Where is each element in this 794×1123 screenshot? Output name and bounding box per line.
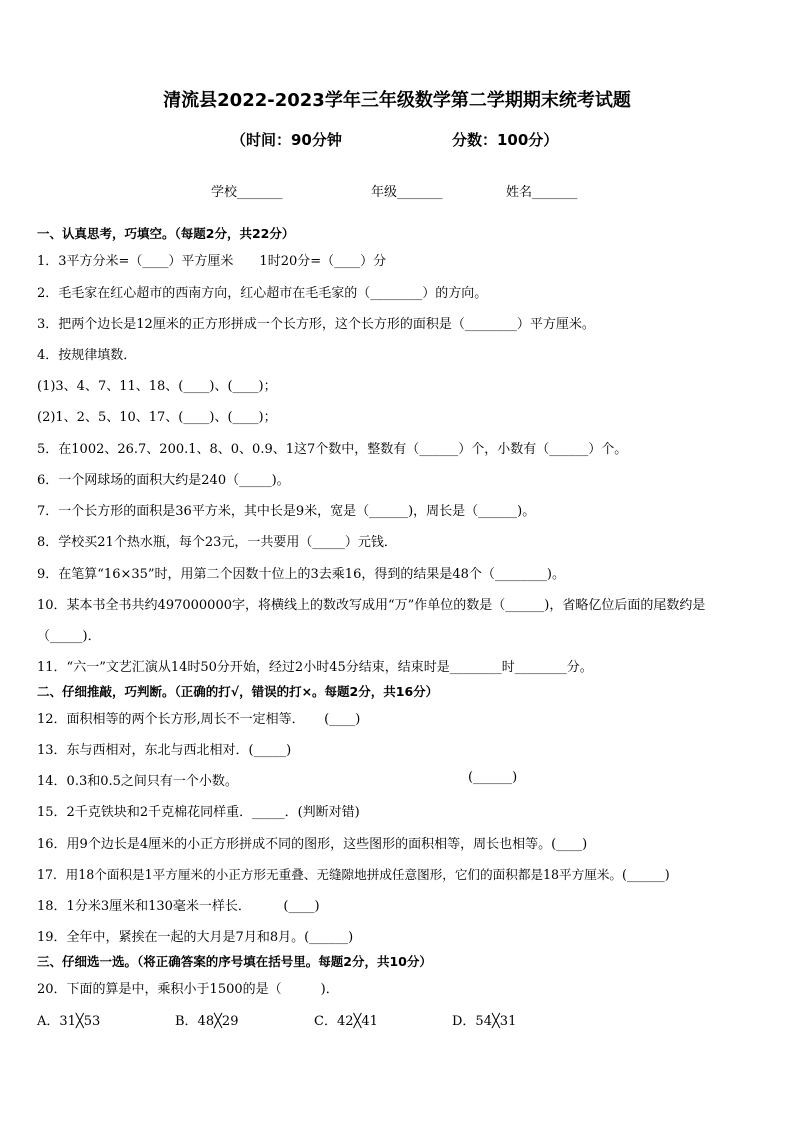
question-10: 10．某本书全书共约497000000字，将横线上的数改写成用“万”作单位的数是（______)，省略亿位后面的尾数约是 bbox=[37, 598, 706, 613]
option-a: A．31╳53 bbox=[37, 1014, 101, 1029]
option-b: B．48╳29 bbox=[175, 1014, 239, 1029]
exam-score: 分数：100分） bbox=[452, 131, 559, 149]
option-d: D．54╳31 bbox=[452, 1014, 517, 1029]
question-15: 15．2千克铁块和2千克棉花同样重．_____．(判断对错) bbox=[37, 805, 360, 820]
question-17: 17．用18个面积是1平方厘米的小正方形无重叠、无缝隙地拼成任意图形，它们的面积都是18平方厘米。(______) bbox=[37, 867, 670, 882]
question-10-continued: （_____)． bbox=[37, 629, 101, 644]
question-14: 14．0.3和0.5之间只有一个小数。 bbox=[37, 774, 238, 789]
question-11: 11．“六一”文艺汇演从14时50分开始，经过2小时45分结束，结束时是________时________分。 bbox=[37, 660, 593, 675]
section-1-heading: 一、认真思考，巧填空。（每题2分，共22分） bbox=[37, 226, 295, 241]
name-field[interactable]: 姓名_______ bbox=[506, 185, 578, 200]
question-8: 8．学校买21个热水瓶，每个23元，一共要用（_____）元钱． bbox=[37, 535, 397, 550]
question-4-part-1: (1)3、4、7、11、18、(____)、(____)； bbox=[37, 379, 277, 394]
question-9: 9．在笔算“16×35”时，用第二个因数十位上的3去乘16，得到的结果是48个（________)。 bbox=[37, 567, 565, 582]
page-title: 清流县2022-2023学年三年级数学第二学期期末统考试题 bbox=[163, 90, 631, 111]
option-c: C．42╳41 bbox=[314, 1014, 378, 1029]
question-6: 6．一个网球场的面积大约是240（_____)。 bbox=[37, 473, 290, 488]
question-4-part-2: (2)1、2、5、10、17、(____)、(____)； bbox=[37, 410, 277, 425]
question-18: 18．1分米3厘米和130毫米一样长． (____) bbox=[37, 899, 320, 914]
question-12: 12．面积相等的两个长方形,周长不一定相等． (____) bbox=[37, 712, 361, 727]
school-field[interactable]: 学校_______ bbox=[211, 185, 283, 200]
question-13: 13．东与西相对，东北与西北相对．(_____) bbox=[37, 743, 292, 758]
question-2: 2．毛毛家在红心超市的西南方向，红心超市在毛毛家的（________）的方向。 bbox=[37, 286, 488, 301]
question-4: 4．按规律填数． bbox=[37, 348, 137, 363]
question-7: 7．一个长方形的面积是36平方米，其中长是9米，宽是（______)，周长是（______)。 bbox=[37, 504, 536, 519]
question-19: 19．全年中，紧挨在一起的大月是7月和8月。(______) bbox=[37, 930, 354, 945]
question-5: 5．在1002、26.7、200.1、8、0、0.9、1这7个数中，整数有（______）个，小数有（______）个。 bbox=[37, 442, 628, 457]
section-3-heading: 三、仔细选一选。（将正确答案的序号填在括号里。每题2分，共10分） bbox=[37, 954, 432, 969]
question-20: 20．下面的算是中，乘积小于1500的是（ )． bbox=[37, 982, 339, 997]
question-14-answer-blank: (______) bbox=[468, 770, 518, 785]
grade-field[interactable]: 年级_______ bbox=[371, 185, 443, 200]
section-2-heading: 二、仔细推敲，巧判断。（正确的打√，错误的打×。每题2分，共16分） bbox=[37, 684, 439, 699]
question-16: 16．用9个边长是4厘米的小正方形拼成不同的图形，这些图形的面积相等，周长也相等。(____) bbox=[37, 837, 588, 852]
question-1: 1．3平方分米=（____）平方厘米 1时20分=（____）分 bbox=[37, 254, 387, 269]
exam-time: （时间：90分钟 bbox=[231, 131, 342, 149]
question-3: 3．把两个边长是12厘米的正方形拼成一个长方形，这个长方形的面积是（________）平方厘米。 bbox=[37, 317, 595, 332]
